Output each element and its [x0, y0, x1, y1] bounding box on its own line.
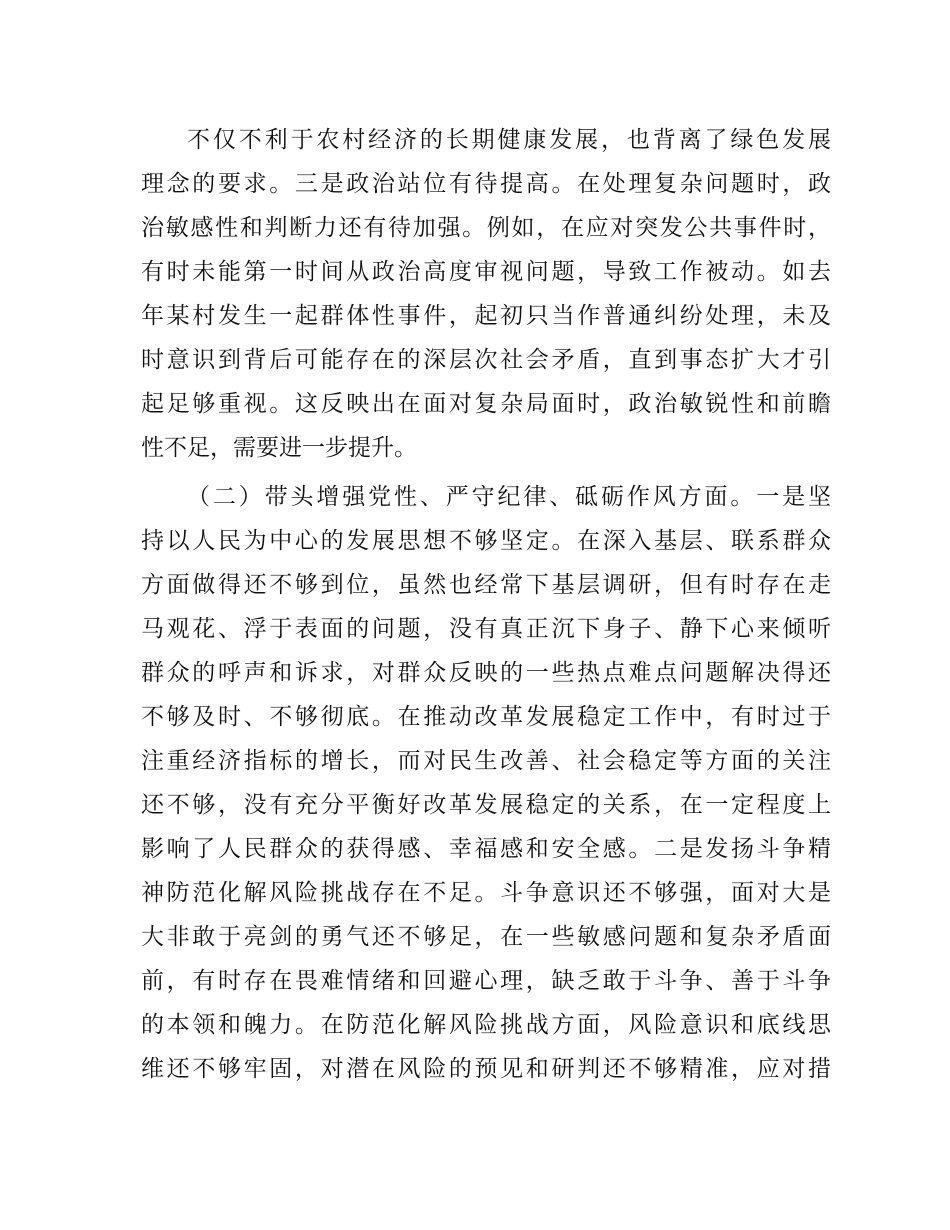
paragraph-1-line-5: 年某村发生一起群体性事件，起初只当作普通纠纷处理，未及: [141, 303, 831, 329]
paragraph-2-line-8: 还不够，没有充分平衡好改革发展稳定的关系，在一定程度上: [141, 792, 831, 818]
paragraph-2-line-11: 大非敢于亮剑的勇气还不够足，在一些敏感问题和复杂矛盾面: [141, 924, 831, 950]
paragraph-2-line-6: 不够及时、不够彻底。在推动改革发展稳定工作中，有时过于: [141, 704, 831, 730]
paragraph-2-line-14: 维还不够牢固，对潜在风险的预见和研判还不够精准，应对措: [141, 1056, 831, 1082]
paragraph-2-line-2: 持以人民为中心的发展思想不够坚定。在深入基层、联系群众: [141, 528, 831, 554]
paragraph-1-line-4: 有时未能第一时间从政治高度审视问题，导致工作被动。如去: [141, 259, 831, 285]
paragraph-1-line-3: 治敏感性和判断力还有待加强。例如，在应对突发公共事件时，: [141, 215, 831, 241]
paragraph-1-line-7: 起足够重视。这反映出在面对复杂局面时，政治敏锐性和前瞻: [141, 391, 831, 417]
paragraph-2-line-10: 神防范化解风险挑战存在不足。斗争意识还不够强，面对大是: [141, 880, 831, 906]
paragraph-1-line-8: 性不足，需要进一步提升。: [141, 435, 417, 461]
paragraph-2-line-12: 前，有时存在畏难情绪和回避心理，缺乏敢于斗争、善于斗争: [141, 968, 831, 994]
paragraph-2-line-7: 注重经济指标的增长，而对民生改善、社会稳定等方面的关注: [141, 748, 831, 774]
paragraph-2-line-3: 方面做得还不够到位，虽然也经常下基层调研，但有时存在走: [141, 572, 831, 598]
paragraph-2-line-5: 群众的呼声和诉求，对群众反映的一些热点难点问题解决得还: [141, 660, 831, 686]
paragraph-2-line-13: 的本领和魄力。在防范化解风险挑战方面，风险意识和底线思: [141, 1012, 831, 1038]
paragraph-1-line-1: 不仅不利于农村经济的长期健康发展，也背离了绿色发展: [187, 127, 831, 153]
paragraph-1-line-2: 理念的要求。三是政治站位有待提高。在处理复杂问题时，政: [141, 171, 831, 197]
paragraph-2-line-4: 马观花、浮于表面的问题，没有真正沉下身子、静下心来倾听: [141, 616, 831, 642]
paragraph-2-line-1: （二）带头增强党性、严守纪律、砥砺作风方面。一是坚: [187, 484, 831, 510]
paragraph-2-line-9: 影响了人民群众的获得感、幸福感和安全感。二是发扬斗争精: [141, 836, 831, 862]
paragraph-1-line-6: 时意识到背后可能存在的深层次社会矛盾，直到事态扩大才引: [141, 347, 831, 373]
